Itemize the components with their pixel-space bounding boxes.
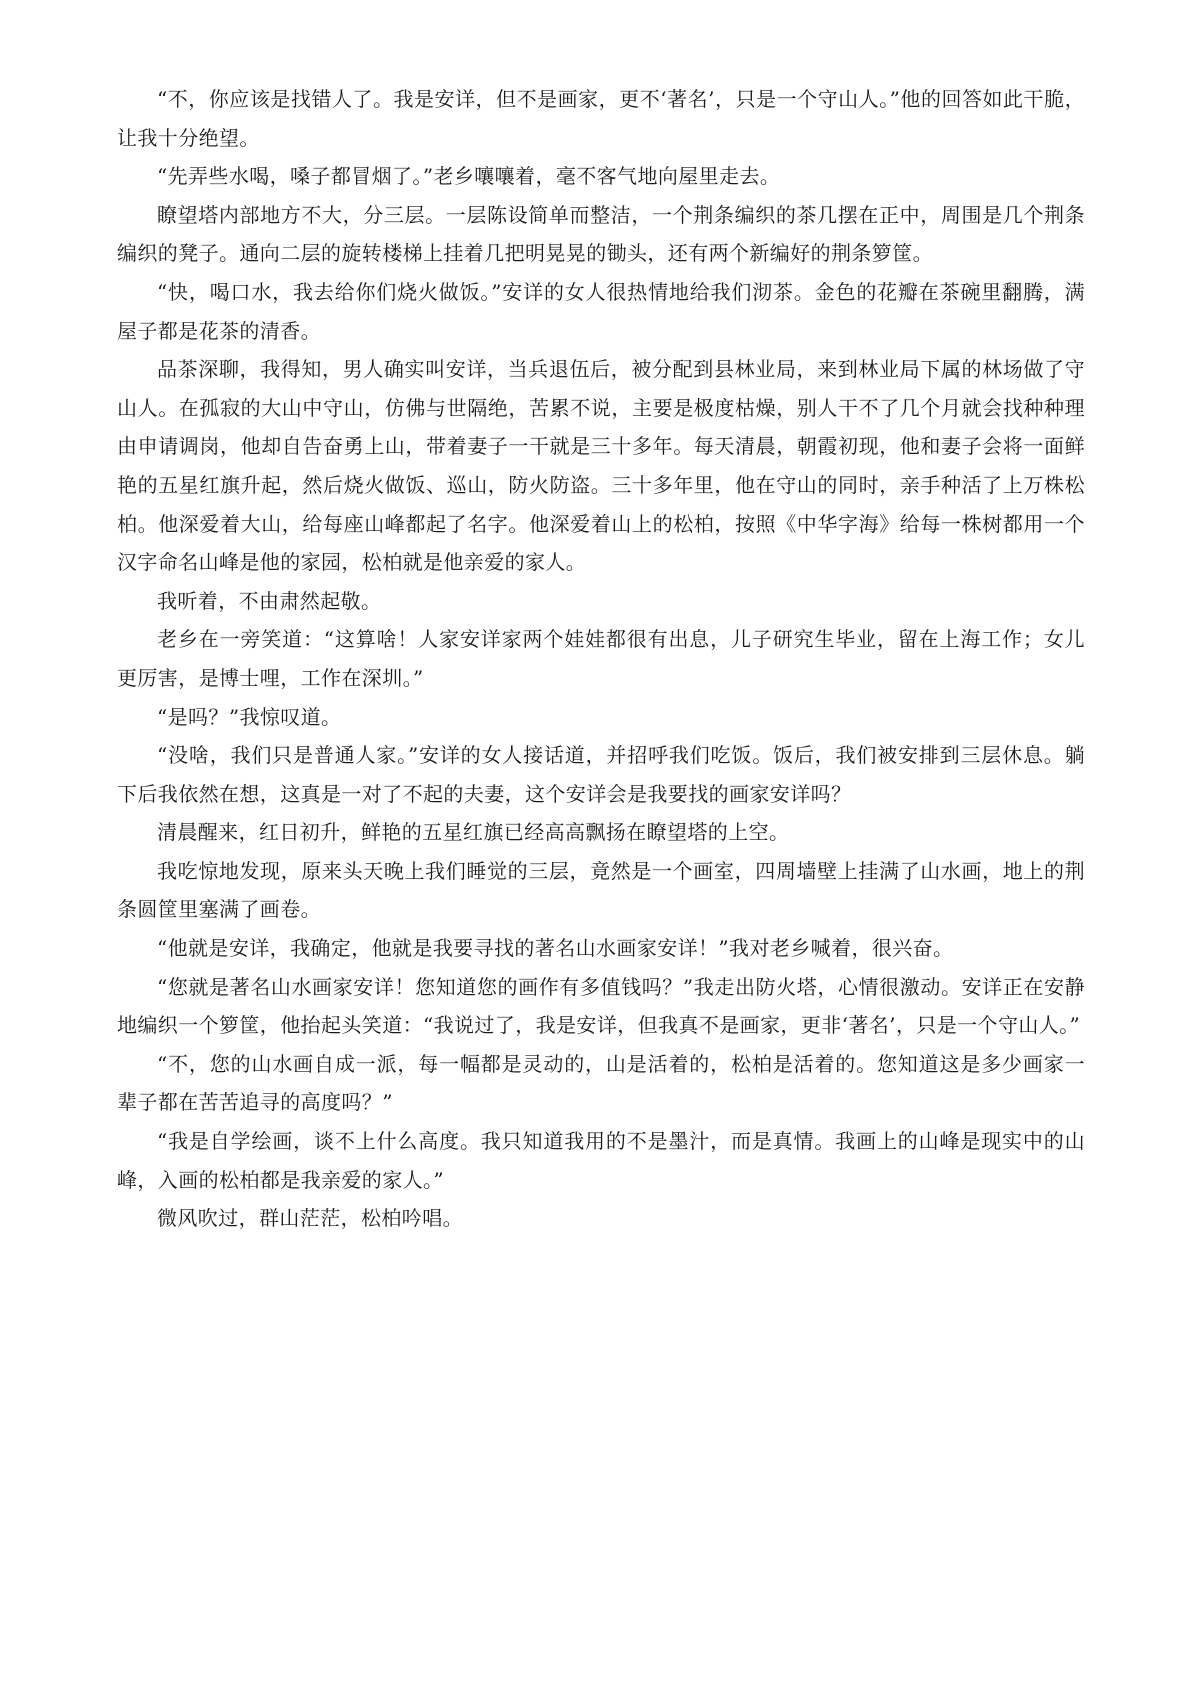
paragraph-5: 品茶深聊，我得知，男人确实叫安详，当兵退伍后，被分配到县林业局，来到林业局下属的林场做了守山人。在孤寂的大山中守山，仿佛与世隔绝，苦累不说，主要是极度枯燥，别人干不了几个月就会找种种理由申请调岗，他却自告奋勇上山，带着妻子一干就是三十多年。每天清晨，朝霞初现，他和妻子会将一面鲜艳的五星红旗升起，然后烧火做饭、巡山，防火防盗。三十多年里，他在守山的同时，亲手种活了上万株松柏。他深爱着大山，给每座山峰都起了名字。他深爱着山上的松柏，按照《中华字海》给每一株树都用一个汉字命名山峰是他的家园，松柏就是他亲爱的家人。 <box>117 357 1085 575</box>
paragraph-6: 我听着，不由肃然起敬。 <box>157 588 382 613</box>
paragraph-10: 清晨醒来，红日初升，鲜艳的五星红旗已经高高飘扬在瞭望塔的上空。 <box>157 820 790 845</box>
paragraph-8: “是吗？”我惊叹道。 <box>157 704 342 729</box>
paragraph-3: 瞭望塔内部地方不大，分三层。一层陈设简单而整洁，一个荆条编织的茶几摆在正中，周围是几个荆条编织的凳子。通向二层的旋转楼梯上挂着几把明晃晃的锄头，还有两个新编好的荆条箩筐。 <box>117 202 1085 266</box>
paragraph-16: 微风吹过，群山茫茫，松柏吟唱。 <box>157 1206 463 1231</box>
paragraph-15: “我是自学绘画，谈不上什么高度。我只知道我用的不是墨汁，而是真情。我画上的山峰是现实中的山峰，入画的松柏都是我亲爱的家人。” <box>117 1129 1085 1192</box>
paragraph-2: “先弄些水喝，嗓子都冒烟了。”老乡嚷嚷着，毫不客气地向屋里走去。 <box>157 164 781 189</box>
paragraph-14: “不，您的山水画自成一派，每一幅都是灵动的，山是活着的，松柏是活着的。您知道这是多少画家一辈子都在苦苦追寻的高度吗？” <box>117 1051 1085 1115</box>
paragraph-4: “快，喝口水，我去给你们烧火做饭。”安详的女人很热情地给我们沏茶。金色的花瓣在茶碗里翻腾，满屋子都是花茶的清香。 <box>117 279 1085 343</box>
paragraph-11: 我吃惊地发现，原来头天晚上我们睡觉的三层，竟然是一个画室，四周墙壁上挂满了山水画，地上的荆条圆筐里塞满了画卷。 <box>117 858 1085 922</box>
paragraph-7: 老乡在一旁笑道：“这算啥！人家安详家两个娃娃都很有出息，儿子研究生毕业，留在上海工作；女儿更厉害，是博士哩，工作在深圳。” <box>117 627 1085 690</box>
paragraph-12: “他就是安详，我确定，他就是我要寻找的著名山水画家安详！”我对老乡喊着，很兴奋。 <box>157 936 954 961</box>
paragraph-13: “您就是著名山水画家安详！您知道您的画作有多值钱吗？”我走出防火塔，心情很激动。安详正在安静地编织一个箩筐，他抬起头笑道：“我说过了，我是安详，但我真不是画家，更非‘著名’，只是一个守山人。” <box>117 974 1085 1038</box>
paragraph-1: “不，你应该是找错人了。我是安详，但不是画家，更不‘著名’，只是一个守山人。”他的回答如此干脆，让我十分绝望。 <box>117 87 1085 150</box>
paragraph-9: “没啥，我们只是普通人家。”安详的女人接话道，并招呼我们吃饭。饭后，我们被安排到三层休息。躺下后我依然在想，这真是一对了不起的夫妻，这个安详会是我要找的画家安详吗？ <box>117 743 1085 806</box>
article-body <box>117 80 1085 1238</box>
